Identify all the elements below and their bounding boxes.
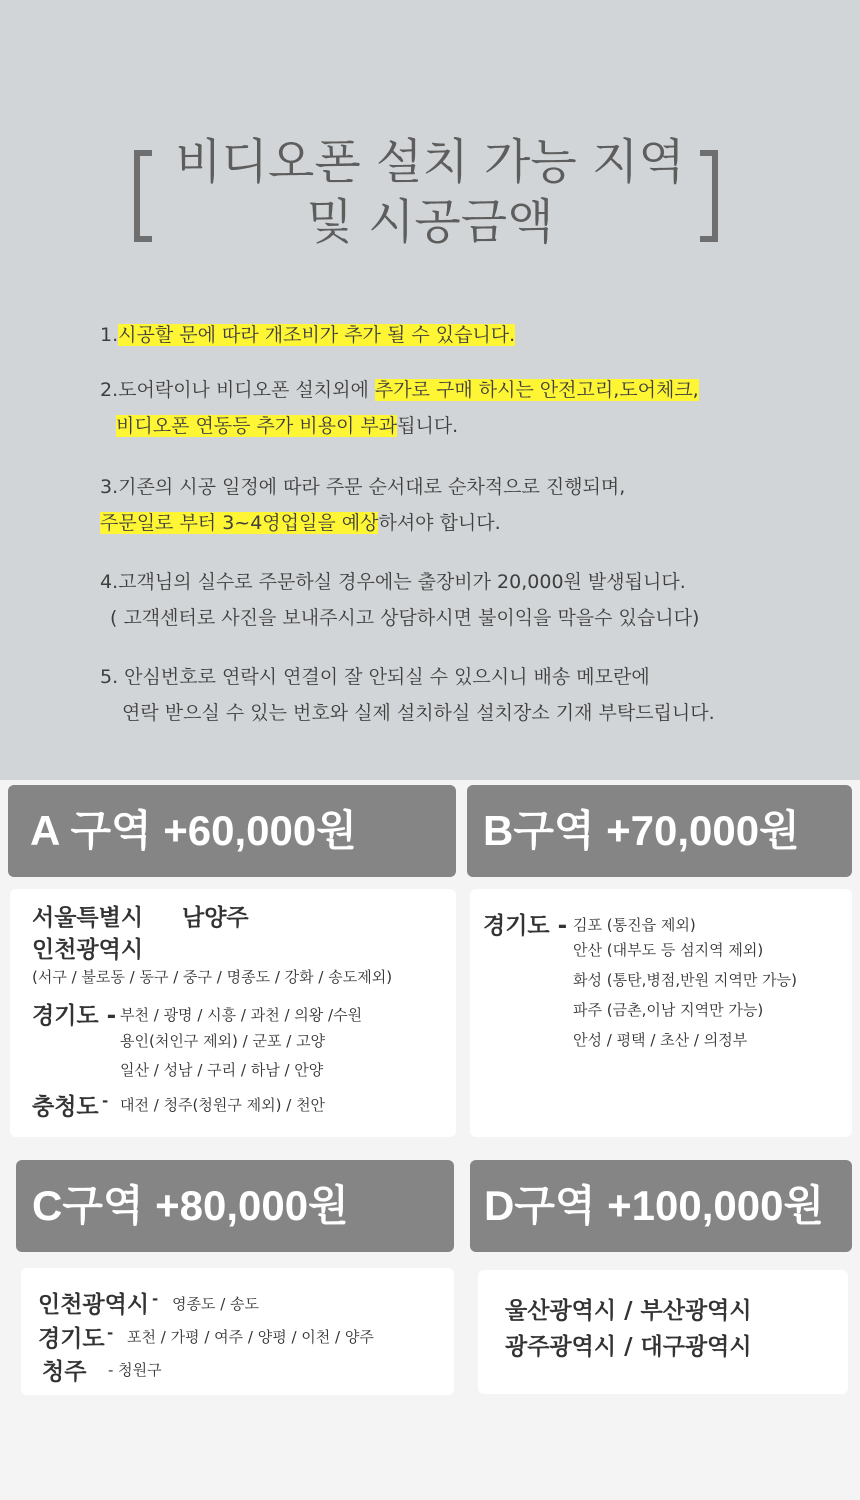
gyeonggi-detail-1: 부천 / 광명 / 시흥 / 과천 / 의왕 /수원 [120,1006,363,1024]
zone-a-body: 서울특별시 남양주 인천광역시 (서구 / 불로동 / 동구 / 중구 / 명종도 / 강화 / 송도제외) 경기도 - 부천 / 광명 / 시흥 / 과천 / 의왕 /수원 용인(처인구 제외) / 군포 / 고양 일산 / 성남 / 구리 / 하남 / 안양 충청도 - 대전 / 청주(청원구 제외) / 천안 [10,889,456,1137]
note-5: 5. 안심번호로 연락시 연결이 잘 안되실 수 있으시니 배송 메모란에 연락 받으실 수 있는 번호와 실제 설치하실 설치장소 기재 부탁드립니다. [100,666,715,724]
page-title [150,132,710,252]
zone-c-header: C구역 +80,000원 [16,1160,454,1252]
title-line-2: 및 시공금액 [306,194,554,250]
note-4: 4.고객님의 실수로 주문하실 경우에는 출장비가 20,000원 발생됩니다. ( 고객센터로 사진을 보내주시고 상담하시면 불이익을 막을수 있습니다) [100,571,700,629]
incheon-c-detail: 영종도 / 송도 [172,1295,260,1313]
region-incheon-c: 인천광역시 [38,1292,150,1318]
note-1-highlight: 시공할 문에 따라 개조비가 추가 될 수 있습니다. [118,324,516,346]
b-detail-5: 안성 / 평택 / 초산 / 의정부 [573,1031,748,1049]
note-3: 3.기존의 시공 일정에 따라 주문 순서대로 순차적으로 진행되며, 주문일로 부터 3~4영업일을 예상하셔야 합니다. [100,476,626,534]
b-detail-3: 화성 (통탄,병점,반원 지역만 가능) [573,971,797,989]
zone-d-header: D구역 +100,000원 [470,1160,852,1252]
zone-b-body [470,889,852,1137]
gyeonggi-detail-3: 일산 / 성남 / 구리 / 하남 / 안양 [120,1061,324,1079]
note-3-highlight: 주문일로 부터 3~4영업일을 예상 [100,512,379,534]
title-line-1: 비디오폰 설치 가능 지역 [175,134,685,190]
note-2-highlight-2: 비디오폰 연동등 추가 비용이 부과 [116,415,398,437]
b-detail-4: 파주 (금촌,이남 지역만 가능) [573,1001,764,1019]
region-gyeonggi: 경기도 - [32,1003,117,1029]
note-1: 1.시공할 문에 따라 개조비가 추가 될 수 있습니다. [100,324,516,346]
zone-b-header: B구역 +70,000원 [467,785,852,877]
d-line-1: 울산광역시 / 부산광역시 [505,1298,752,1324]
b-detail-1: 김포 (통진읍 제외) [573,916,696,934]
zone-d-body [478,1270,848,1394]
region-gyeonggi-c: 경기도 [38,1326,105,1352]
region-chungcheong: 충청도 [32,1094,99,1120]
cheongju-detail: - 청원구 [108,1361,162,1379]
region-cheongju: 청주 [42,1359,87,1385]
region-incheon: 인천광역시 [32,937,144,963]
region-seoul: 서울특별시 [32,905,144,931]
zone-c-body: 인천광역시 - 영종도 / 송도 경기도 - 포천 / 가평 / 여주 / 양평 / 이천 / 양주 청주 - 청원구 [21,1268,454,1395]
incheon-detail: (서구 / 불로동 / 동구 / 중구 / 명종도 / 강화 / 송도제외) [32,968,393,986]
gyeonggi-c-detail: 포천 / 가평 / 여주 / 양평 / 이천 / 양주 [127,1328,374,1346]
zone-a-header: A 구역 +60,000원 [8,785,456,877]
region-gyeonggi-b: 경기도 - [483,913,568,939]
gyeonggi-detail-2: 용인(처인구 제외) / 군포 / 고양 [120,1032,326,1050]
d-line-2: 광주광역시 / 대구광역시 [505,1334,752,1360]
b-detail-2: 안산 (대부도 등 섬지역 제외) [573,941,764,959]
chungcheong-detail: 대전 / 청주(청원구 제외) / 천안 [120,1096,326,1114]
note-2: 2.도어락이나 비디오폰 설치외에 추가로 구매 하시는 안전고리,도어체크, 비디오폰 연동등 추가 비용이 부과됩니다. [100,379,699,437]
region-namyangju: 남양주 [182,905,249,931]
note-2-highlight-1: 추가로 구매 하시는 안전고리,도어체크, [374,379,699,401]
